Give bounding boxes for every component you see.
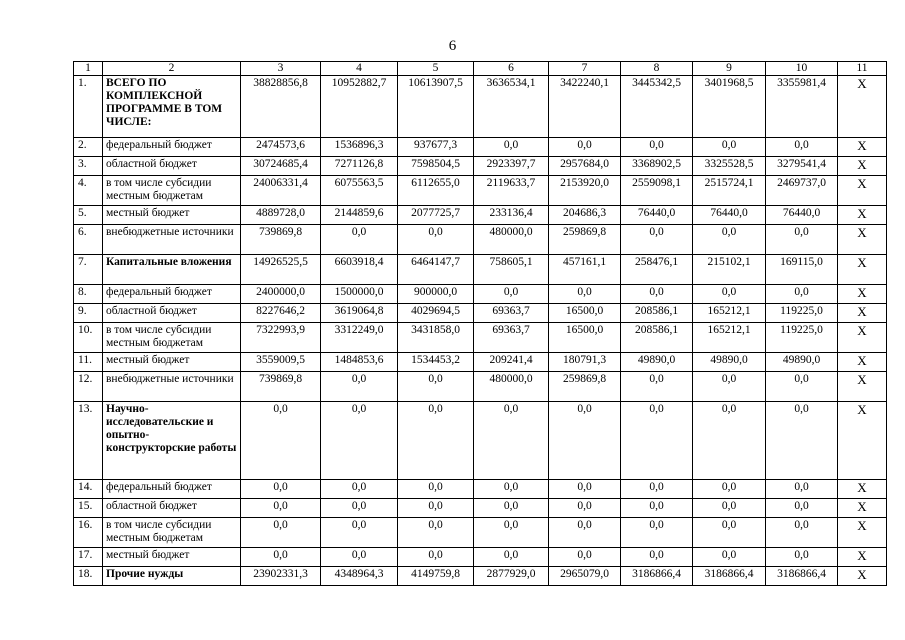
value-cell: 0,0 xyxy=(474,518,549,548)
row-label: Прочие нужды xyxy=(103,567,241,586)
value-cell: 4029694,5 xyxy=(398,304,474,323)
value-cell: 6464147,7 xyxy=(398,255,474,285)
value-cell: 1534453,2 xyxy=(398,353,474,372)
value-cell: 23902331,3 xyxy=(241,567,321,586)
value-cell: 0,0 xyxy=(693,499,766,518)
row-label: в том числе субсидии местным бюджетам xyxy=(103,176,241,206)
value-cell: 0,0 xyxy=(321,372,398,402)
x-mark-cell: Х xyxy=(838,353,887,372)
value-cell: 0,0 xyxy=(766,518,838,548)
value-cell: 0,0 xyxy=(474,138,549,157)
table-row xyxy=(74,353,887,372)
value-cell: 0,0 xyxy=(549,518,621,548)
value-cell: 0,0 xyxy=(766,372,838,402)
value-cell: 0,0 xyxy=(398,518,474,548)
value-cell: 7322993,9 xyxy=(241,323,321,353)
row-number: 16. xyxy=(74,518,103,548)
row-number: 1. xyxy=(74,76,103,138)
value-cell: 0,0 xyxy=(549,402,621,480)
value-cell: 24006331,4 xyxy=(241,176,321,206)
value-cell: 0,0 xyxy=(766,499,838,518)
x-mark-cell: Х xyxy=(838,499,887,518)
column-header: 4 xyxy=(321,62,398,76)
value-cell: 0,0 xyxy=(549,548,621,567)
value-cell: 0,0 xyxy=(398,548,474,567)
value-cell: 0,0 xyxy=(766,480,838,499)
row-label: ВСЕГО ПО КОМПЛЕКСНОЙ ПРОГРАММЕ В ТОМ ЧИСЛЕ: xyxy=(103,76,241,138)
value-cell: 1536896,3 xyxy=(321,138,398,157)
value-cell: 165212,1 xyxy=(693,323,766,353)
value-cell: 0,0 xyxy=(549,285,621,304)
value-cell: 6603918,4 xyxy=(321,255,398,285)
value-cell: 0,0 xyxy=(549,480,621,499)
x-mark-cell: Х xyxy=(838,402,887,480)
value-cell: 180791,3 xyxy=(549,353,621,372)
value-cell: 0,0 xyxy=(474,499,549,518)
value-cell: 900000,0 xyxy=(398,285,474,304)
value-cell: 3431858,0 xyxy=(398,323,474,353)
value-cell: 6112655,0 xyxy=(398,176,474,206)
table-row xyxy=(74,518,887,548)
value-cell: 0,0 xyxy=(693,402,766,480)
x-mark-cell: Х xyxy=(838,518,887,548)
column-header: 5 xyxy=(398,62,474,76)
value-cell: 3636534,1 xyxy=(474,76,549,138)
value-cell: 4889728,0 xyxy=(241,206,321,225)
value-cell: 76440,0 xyxy=(621,206,693,225)
value-cell: 3368902,5 xyxy=(621,157,693,176)
x-mark-cell: Х xyxy=(838,225,887,255)
x-mark-cell: Х xyxy=(838,76,887,138)
value-cell: 0,0 xyxy=(398,225,474,255)
value-cell: 209241,4 xyxy=(474,353,549,372)
value-cell: 0,0 xyxy=(693,225,766,255)
value-cell: 0,0 xyxy=(766,402,838,480)
x-mark-cell: Х xyxy=(838,567,887,586)
value-cell: 30724685,4 xyxy=(241,157,321,176)
x-mark-cell: Х xyxy=(838,285,887,304)
value-cell: 0,0 xyxy=(321,499,398,518)
value-cell: 14926525,5 xyxy=(241,255,321,285)
value-cell: 259869,8 xyxy=(549,372,621,402)
table-row xyxy=(74,323,887,353)
value-cell: 0,0 xyxy=(398,372,474,402)
value-cell: 0,0 xyxy=(474,480,549,499)
value-cell: 0,0 xyxy=(621,402,693,480)
value-cell: 0,0 xyxy=(241,480,321,499)
value-cell: 0,0 xyxy=(398,499,474,518)
value-cell: 2474573,6 xyxy=(241,138,321,157)
value-cell: 0,0 xyxy=(474,548,549,567)
value-cell: 0,0 xyxy=(398,480,474,499)
column-header: 2 xyxy=(103,62,241,76)
value-cell: 8227646,2 xyxy=(241,304,321,323)
value-cell: 169115,0 xyxy=(766,255,838,285)
value-cell: 0,0 xyxy=(321,225,398,255)
x-mark-cell: Х xyxy=(838,157,887,176)
column-header: 6 xyxy=(474,62,549,76)
value-cell: 0,0 xyxy=(621,225,693,255)
value-cell: 4348964,3 xyxy=(321,567,398,586)
value-cell: 38828856,8 xyxy=(241,76,321,138)
value-cell: 2153920,0 xyxy=(549,176,621,206)
value-cell: 0,0 xyxy=(693,518,766,548)
page-number: 6 xyxy=(448,38,457,54)
value-cell: 49890,0 xyxy=(693,353,766,372)
value-cell: 0,0 xyxy=(241,499,321,518)
value-cell: 3445342,5 xyxy=(621,76,693,138)
row-number: 7. xyxy=(74,255,103,285)
value-cell: 69363,7 xyxy=(474,323,549,353)
row-number: 18. xyxy=(74,567,103,586)
value-cell: 204686,3 xyxy=(549,206,621,225)
value-cell: 0,0 xyxy=(693,480,766,499)
x-mark-cell: Х xyxy=(838,176,887,206)
column-header: 3 xyxy=(241,62,321,76)
column-header: 10 xyxy=(766,62,838,76)
row-number: 3. xyxy=(74,157,103,176)
column-header: 7 xyxy=(549,62,621,76)
value-cell: 4149759,8 xyxy=(398,567,474,586)
row-label: федеральный бюджет xyxy=(103,285,241,304)
value-cell: 0,0 xyxy=(693,372,766,402)
row-number: 10. xyxy=(74,323,103,353)
value-cell: 2400000,0 xyxy=(241,285,321,304)
value-cell: 0,0 xyxy=(693,285,766,304)
value-cell: 7271126,8 xyxy=(321,157,398,176)
budget-table xyxy=(73,61,887,586)
value-cell: 0,0 xyxy=(398,402,474,480)
value-cell: 10613907,5 xyxy=(398,76,474,138)
value-cell: 2877929,0 xyxy=(474,567,549,586)
row-label: областной бюджет xyxy=(103,304,241,323)
value-cell: 3186866,4 xyxy=(693,567,766,586)
table-row xyxy=(74,76,887,138)
value-cell: 3619064,8 xyxy=(321,304,398,323)
value-cell: 0,0 xyxy=(549,138,621,157)
row-number: 2. xyxy=(74,138,103,157)
value-cell: 3186866,4 xyxy=(766,567,838,586)
value-cell: 76440,0 xyxy=(766,206,838,225)
table-row xyxy=(74,372,887,402)
row-label: местный бюджет xyxy=(103,206,241,225)
value-cell: 2965079,0 xyxy=(549,567,621,586)
table-row xyxy=(74,548,887,567)
table-row xyxy=(74,499,887,518)
x-mark-cell: Х xyxy=(838,548,887,567)
value-cell: 0,0 xyxy=(621,138,693,157)
row-number: 17. xyxy=(74,548,103,567)
value-cell: 165212,1 xyxy=(693,304,766,323)
row-label: Научно-исследовательские и опытно-конструкторские работы xyxy=(103,402,241,480)
value-cell: 16500,0 xyxy=(549,323,621,353)
value-cell: 3186866,4 xyxy=(621,567,693,586)
value-cell: 739869,8 xyxy=(241,372,321,402)
row-label: федеральный бюджет xyxy=(103,480,241,499)
value-cell: 3312249,0 xyxy=(321,323,398,353)
value-cell: 739869,8 xyxy=(241,225,321,255)
row-label: федеральный бюджет xyxy=(103,138,241,157)
value-cell: 2119633,7 xyxy=(474,176,549,206)
table-row xyxy=(74,255,887,285)
value-cell: 3279541,4 xyxy=(766,157,838,176)
table-row xyxy=(74,157,887,176)
value-cell: 208586,1 xyxy=(621,323,693,353)
value-cell: 0,0 xyxy=(321,518,398,548)
value-cell: 0,0 xyxy=(241,518,321,548)
value-cell: 233136,4 xyxy=(474,206,549,225)
x-mark-cell: Х xyxy=(838,206,887,225)
value-cell: 0,0 xyxy=(766,138,838,157)
column-header: 11 xyxy=(838,62,887,76)
value-cell: 0,0 xyxy=(474,402,549,480)
value-cell: 49890,0 xyxy=(766,353,838,372)
value-cell: 2469737,0 xyxy=(766,176,838,206)
table-row xyxy=(74,206,887,225)
value-cell: 0,0 xyxy=(766,548,838,567)
value-cell: 2957684,0 xyxy=(549,157,621,176)
value-cell: 3325528,5 xyxy=(693,157,766,176)
value-cell: 0,0 xyxy=(621,480,693,499)
row-number: 15. xyxy=(74,499,103,518)
x-mark-cell: Х xyxy=(838,138,887,157)
value-cell: 0,0 xyxy=(474,285,549,304)
row-label: областной бюджет xyxy=(103,499,241,518)
value-cell: 0,0 xyxy=(241,548,321,567)
value-cell: 49890,0 xyxy=(621,353,693,372)
row-label: в том числе субсидии местным бюджетам xyxy=(103,323,241,353)
value-cell: 2559098,1 xyxy=(621,176,693,206)
table-row xyxy=(74,567,887,586)
x-mark-cell: Х xyxy=(838,255,887,285)
value-cell: 0,0 xyxy=(241,402,321,480)
value-cell: 0,0 xyxy=(621,285,693,304)
column-header: 8 xyxy=(621,62,693,76)
x-mark-cell: Х xyxy=(838,323,887,353)
value-cell: 2923397,7 xyxy=(474,157,549,176)
row-number: 9. xyxy=(74,304,103,323)
value-cell: 7598504,5 xyxy=(398,157,474,176)
table-row xyxy=(74,480,887,499)
row-label: внебюджетные источники xyxy=(103,225,241,255)
value-cell: 0,0 xyxy=(621,499,693,518)
value-cell: 480000,0 xyxy=(474,225,549,255)
value-cell: 208586,1 xyxy=(621,304,693,323)
value-cell: 16500,0 xyxy=(549,304,621,323)
table-row xyxy=(74,402,887,480)
value-cell: 937677,3 xyxy=(398,138,474,157)
row-number: 11. xyxy=(74,353,103,372)
value-cell: 0,0 xyxy=(321,548,398,567)
value-cell: 69363,7 xyxy=(474,304,549,323)
row-label: Капитальные вложения xyxy=(103,255,241,285)
row-number: 6. xyxy=(74,225,103,255)
row-number: 13. xyxy=(74,402,103,480)
row-label: местный бюджет xyxy=(103,548,241,567)
row-number: 14. xyxy=(74,480,103,499)
row-label: внебюджетные источники xyxy=(103,372,241,402)
column-header: 9 xyxy=(693,62,766,76)
value-cell: 119225,0 xyxy=(766,323,838,353)
row-number: 5. xyxy=(74,206,103,225)
value-cell: 480000,0 xyxy=(474,372,549,402)
value-cell: 0,0 xyxy=(766,285,838,304)
value-cell: 3355981,4 xyxy=(766,76,838,138)
value-cell: 0,0 xyxy=(693,548,766,567)
row-label: в том числе субсидии местным бюджетам xyxy=(103,518,241,548)
column-number-row xyxy=(74,62,887,76)
row-number: 4. xyxy=(74,176,103,206)
value-cell: 119225,0 xyxy=(766,304,838,323)
value-cell: 2515724,1 xyxy=(693,176,766,206)
row-label: местный бюджет xyxy=(103,353,241,372)
value-cell: 2077725,7 xyxy=(398,206,474,225)
value-cell: 0,0 xyxy=(321,480,398,499)
column-header: 1 xyxy=(74,62,103,76)
table-row xyxy=(74,138,887,157)
table-row xyxy=(74,304,887,323)
value-cell: 6075563,5 xyxy=(321,176,398,206)
value-cell: 1484853,6 xyxy=(321,353,398,372)
value-cell: 0,0 xyxy=(693,138,766,157)
value-cell: 3559009,5 xyxy=(241,353,321,372)
value-cell: 0,0 xyxy=(766,225,838,255)
value-cell: 259869,8 xyxy=(549,225,621,255)
value-cell: 0,0 xyxy=(621,372,693,402)
value-cell: 758605,1 xyxy=(474,255,549,285)
value-cell: 0,0 xyxy=(549,499,621,518)
value-cell: 457161,1 xyxy=(549,255,621,285)
table-row xyxy=(74,225,887,255)
value-cell: 215102,1 xyxy=(693,255,766,285)
value-cell: 0,0 xyxy=(321,402,398,480)
value-cell: 10952882,7 xyxy=(321,76,398,138)
x-mark-cell: Х xyxy=(838,480,887,499)
table-row xyxy=(74,176,887,206)
value-cell: 3422240,1 xyxy=(549,76,621,138)
value-cell: 1500000,0 xyxy=(321,285,398,304)
value-cell: 258476,1 xyxy=(621,255,693,285)
value-cell: 76440,0 xyxy=(693,206,766,225)
value-cell: 2144859,6 xyxy=(321,206,398,225)
row-label: областной бюджет xyxy=(103,157,241,176)
x-mark-cell: Х xyxy=(838,304,887,323)
table-row xyxy=(74,285,887,304)
value-cell: 3401968,5 xyxy=(693,76,766,138)
value-cell: 0,0 xyxy=(621,518,693,548)
row-number: 8. xyxy=(74,285,103,304)
x-mark-cell: Х xyxy=(838,372,887,402)
row-number: 12. xyxy=(74,372,103,402)
value-cell: 0,0 xyxy=(621,548,693,567)
